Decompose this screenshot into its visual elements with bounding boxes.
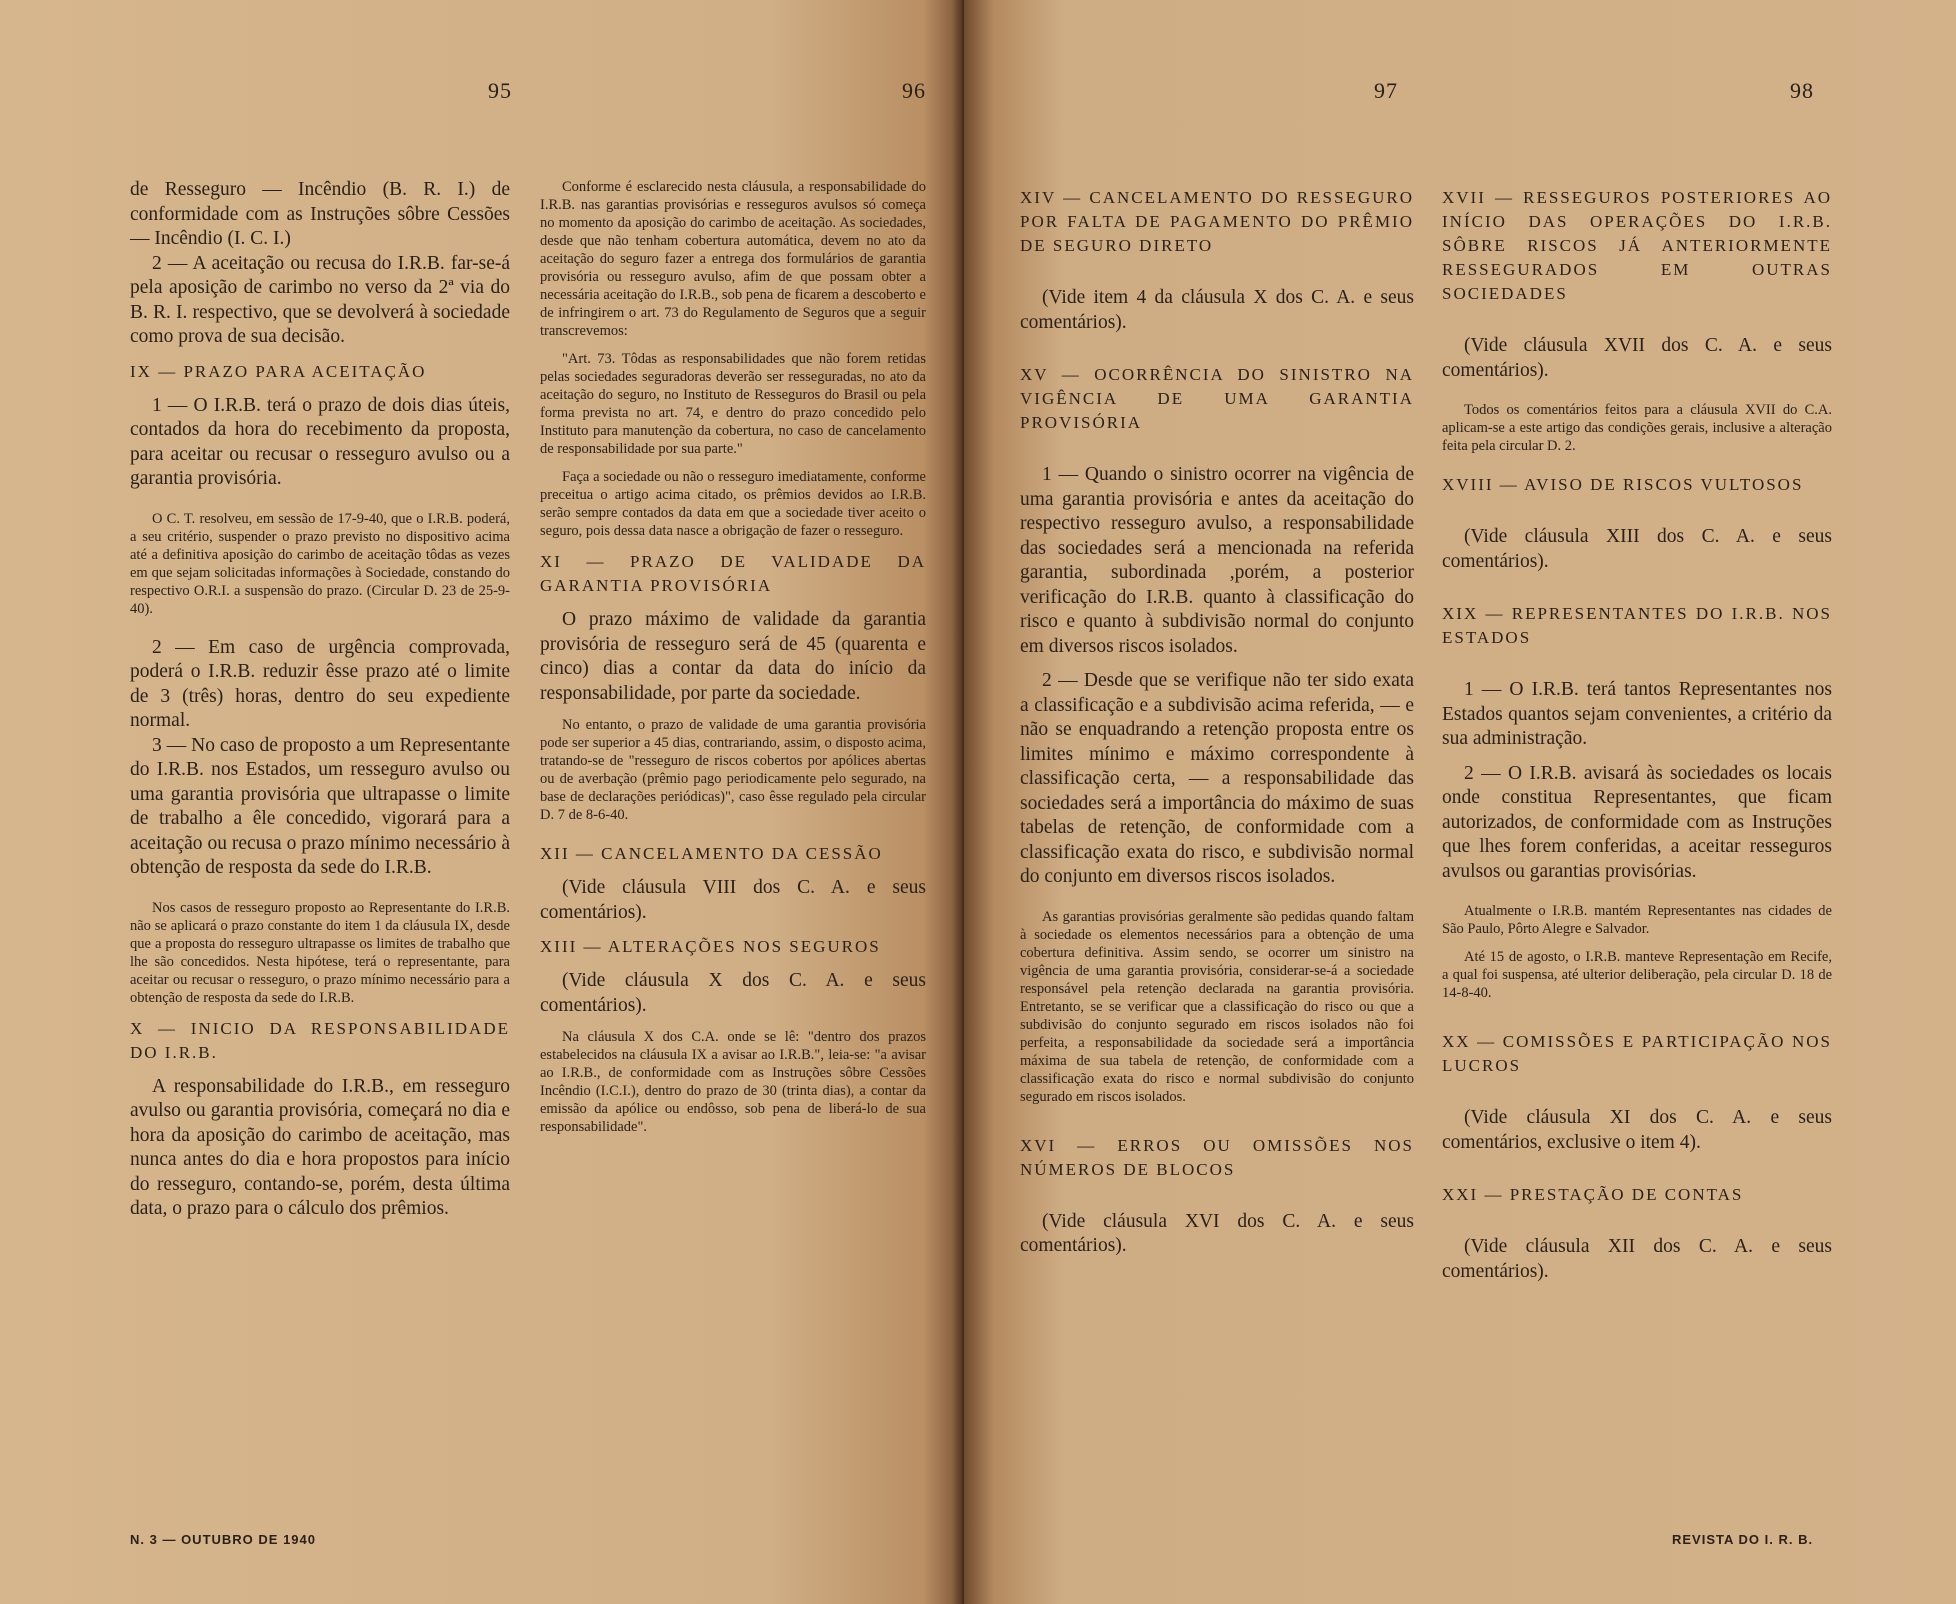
section-heading-xviii: XVIII — AVISO DE RISCOS VULTOSOS [1442,475,1804,494]
section-heading-xxi: XXI — PRESTAÇÃO DE CONTAS [1442,1185,1744,1204]
section-heading-xiv: XIV — CANCELAMENTO DO RESSEGURO POR FALTA DE PAGAMENTO DO PRÊMIO DE SEGURO DIRETO [1020,188,1414,255]
commentary-note: Atualmente o I.R.B. mantém Representantes nas cidades de São Paulo, Pôrto Alegre e Salvador. [1442,903,1832,937]
commentary-note: Todos os comentários feitos para a cláusula XVII do C.A. aplicam-se a este artigo das condições gerais, inclusive a alteração feita pela circular D. 2. [1442,402,1832,454]
paragraph: 1 — O I.R.B. terá o prazo de dois dias úteis, contados da hora do recebimento da proposta, para aceitar ou recusar o resseguro avulso ou a garantia provisória. [130,394,510,489]
page-number-95: 95 [488,78,512,103]
footer-issue: N. 3 — OUTUBRO DE 1940 [130,1532,316,1547]
paragraph: (Vide cláusula VIII dos C. A. e seus comentários). [540,877,926,923]
column-page-96 [540,178,926,1136]
section-heading-xii: XII — CANCELAMENTO DA CESSÃO [540,844,883,863]
section-heading-xiii: XIII — ALTERAÇÕES NOS SEGUROS [540,937,881,956]
section-heading-x: X — INICIO DA RESPONSABILIDADE DO I.R.B. [130,1018,510,1062]
section-heading-xx: XX — COMISSÕES E PARTICIPAÇÃO NOS LUCROS [1442,1032,1832,1075]
column-page-95 [130,178,510,1222]
paragraph: 2 — Desde que se verifique não ter sido exata a classificação e a subdivisão acima referida, — e não se enquadrando a retenção proposta entre os limites mínimo e máximo correspondente à classificação certa, — a responsabilidade das sociedades será a importância do máximo de suas tabelas de retenção, de conformidade com a classificação exata do risco, e subdivisão normal do conjunto em diversos riscos isolados. [1020,670,1414,887]
commentary-note: Nos casos de resseguro proposto ao Representante do I.R.B. não se aplicará o prazo constante do item 1 da cláusula IX, desde que a proposta do resseguro ultrapasse os limites de trabalho que lhe são concedidos. Nesta hipótese, terá o representante, para aceitar ou recusar o resseguro, o prazo mínimo necessário para a obtenção de resposta da sede do I.R.B. [130,899,510,1006]
column-page-98 [1442,186,1832,1284]
paragraph: (Vide cláusula X dos C. A. e seus comentários). [540,970,926,1016]
commentary-note: As garantias provisórias geralmente são pedidas quando faltam à sociedade os elementos necessários para a obtenção de uma cobertura definitiva. Assim sendo, se ocorrer um sinistro na vigência de uma garantia provisória, considerar-se-á a sociedade responsável pela retenção declarada na garantia provisória. Entretanto, se se verificar que a classificação do risco ou que a subdivisão do conjunto segurado em riscos isolados não foi perfeita, a responsabilidade da sociedade será a importância máxima de sua tabela de retenção, de conformidade com a classificação exata do risco e normal subdivisão do conjunto segurado em riscos isolados. [1020,908,1414,1105]
commentary-note: Até 15 de agosto, o I.R.B. manteve Representação em Recife, a qual foi suspensa, até ulterior deliberação, pela circular D. 18 de 14-8-40. [1442,949,1832,1001]
section-heading-xix: XIX — REPRESENTANTES DO I.R.B. NOS ESTADOS [1442,604,1832,647]
paragraph: (Vide cláusula XVI dos C. A. e seus comentários). [1020,1210,1414,1256]
commentary-note: Na cláusula X dos C.A. onde se lê: "dentro dos prazos estabelecidos na cláusula IX a avisar ao I.R.B.", leia-se: "a avisar ao I.R.B., de conformidade com as Instruções sôbre Cessões Incêndio (I.C.I.), dentro do prazo de 30 (trinta dias), a contar da emissão da apólice ou endôsso, sob pena de liberá-lo de sua responsabilidade". [540,1029,926,1135]
paragraph: (Vide cláusula XVII dos C. A. e seus comentários). [1442,335,1832,381]
section-heading-xvii: XVII — RESSEGUROS POSTERIORES AO INÍCIO DAS OPERAÇÕES DO I.R.B. SÔBRE RISCOS JÁ ANTERIORMENTE RESSEGURADOS EM OUTRAS SOCIEDADES [1442,188,1832,303]
paragraph: 2 — Em caso de urgência comprovada, poderá o I.R.B. reduzir êsse prazo até o limite de 3 (três) horas, dentro do seu expediente normal. [130,636,510,731]
paragraph: (Vide cláusula XI dos C. A. e seus comentários, exclusive o item 4). [1442,1107,1832,1153]
column-page-97 [1020,186,1414,1259]
paragraph: (Vide item 4 da cláusula X dos C. A. e seus comentários). [1020,287,1414,333]
paragraph: O prazo máximo de validade da garantia provisória de resseguro será de 45 (quarenta e cinco) dias a contar da data do início da responsabilidade, por parte da sociedade. [540,609,926,704]
left-page [0,0,962,1604]
commentary-note: No entanto, o prazo de validade de uma garantia provisória pode ser superior a 45 dias, contrariando, assim, o disposto acima, tratando-se de "resseguro de riscos cobertos por apólices abertas ou de averbação (prêmio pago periodicamente pelo segurado, na base de declarações periódicas)", caso êsse regulado pela circular D. 7 de 8-6-40. [540,717,926,823]
footer-magazine-title: REVISTA DO I. R. B. [1672,1532,1814,1547]
section-heading-xv: XV — OCORRÊNCIA DO SINISTRO NA VIGÊNCIA DE UMA GARANTIA PROVISÓRIA [1020,365,1414,432]
paragraph: 1 — Quando o sinistro ocorrer na vigência de uma garantia provisória e antes da aceitação do respectivo resseguro avulso, a responsabilidade das sociedades será a mencionada na referida garantia, subordinada ,porém, a posterior verificação do I.R.B. quanto à classificação do risco e quanto à subdivisão normal do conjunto em diversos riscos isolados. [1020,464,1414,657]
commentary-note: Faça a sociedade ou não o resseguro imediatamente, conforme preceitua o artigo acima citado, os prêmios devidos ao I.R.B. serão sempre contados da data em que a sociedade tiver aceito o seguro, pois dessa data nasce a obrigação de fazer o resseguro. [540,469,926,539]
section-heading-ix: IX — PRAZO PARA ACEITAÇÃO [130,361,427,381]
page-number-96: 96 [902,78,926,103]
page-number-97: 97 [1374,78,1398,103]
section-heading-xvi: XVI — ERROS OU OMISSÕES NOS NÚMEROS DE BLOCOS [1020,1135,1414,1179]
commentary-note: O C. T. resolveu, em sessão de 17-9-40, que o I.R.B. poderá, a seu critério, suspender o prazo previsto no dispositivo acima até a definitiva aposição do carimbo de aceitação tôdas as vezes em que sejam solicitadas informações à Sociedade, constando do respectivo O.R.I. a suspensão do prazo. (Circular D. 23 de 25-9-40). [130,510,510,617]
paragraph: 2 — A aceitação ou recusa do I.R.B. far-se-á pela aposição de carimbo no verso da 2ª via do B. R. I. respectivo, que se devolverá à sociedade como prova de sua decisão. [130,252,510,347]
paragraph: A responsabilidade do I.R.B., em resseguro avulso ou garantia provisória, começará no dia e hora da aposição do carimbo de aceitação, mas nunca antes do dia e hora propostos para início do resseguro, contando-se, porém, desta última data, o prazo para o cálculo dos prêmios. [130,1075,510,1219]
page-number-98: 98 [1790,78,1814,103]
commentary-quote: "Art. 73. Tôdas as responsabilidades que não forem retidas pelas sociedades seguradoras deverão ser resseguradas, no ato da aceitação do seguro, no Instituto de Resseguros do Brasil ou pela forma prevista no art. 74, e dentro do prazo concedido pelo Instituto para manutenção da cobertura, no caso de cancelamento de responsabilidade por sua parte." [540,351,926,457]
paragraph: (Vide cláusula XII dos C. A. e seus comentários). [1442,1236,1832,1282]
commentary-note: Conforme é esclarecido nesta cláusula, a responsabilidade do I.R.B. nas garantias provisórias e resseguros avulsos só começa no momento da aposição do carimbo de aceitação. As sociedades, desde que não tenham cobertura automática, devem no ato da aceitação do seguro fazer a entrega dos formulários de garantia provisória ou resseguro avulso, afim de que possam obter a necessária aceitação do I.R.B., sob pena de ficarem a descoberto e de infringirem o art. 73 do Regulamento de Seguros que a seguir transcrevemos: [540,179,926,339]
section-heading-xi: XI — PRAZO DE VALIDADE DA GARANTIA PROVISÓRIA [540,552,926,595]
paragraph: 3 — No caso de proposto a um Representante do I.R.B. nos Estados, um resseguro avulso ou uma garantia provisória que ultrapasse o limite de trabalho a êle concedido, vigorará para a aceitação ou recusa o prazo mínimo necessário à obtenção de resposta da sede do I.R.B. [130,734,510,878]
right-page [964,0,1956,1604]
paragraph: (Vide cláusula XIII dos C. A. e seus comentários). [1442,526,1832,572]
paragraph: de Resseguro — Incêndio (B. R. I.) de conformidade com as Instruções sôbre Cessões — Incêndio (I. C. I.) [130,179,510,249]
paragraph: 1 — O I.R.B. terá tantos Representantes nos Estados quantos sejam convenientes, a critério da sua administração. [1442,679,1832,749]
paragraph: 2 — O I.R.B. avisará às sociedades os locais onde constitua Representantes, que ficam autorizados, de conformidade com as Instruções que lhes forem conferidas, a aceitar resseguros avulsos ou garantias provisórias. [1442,762,1832,882]
